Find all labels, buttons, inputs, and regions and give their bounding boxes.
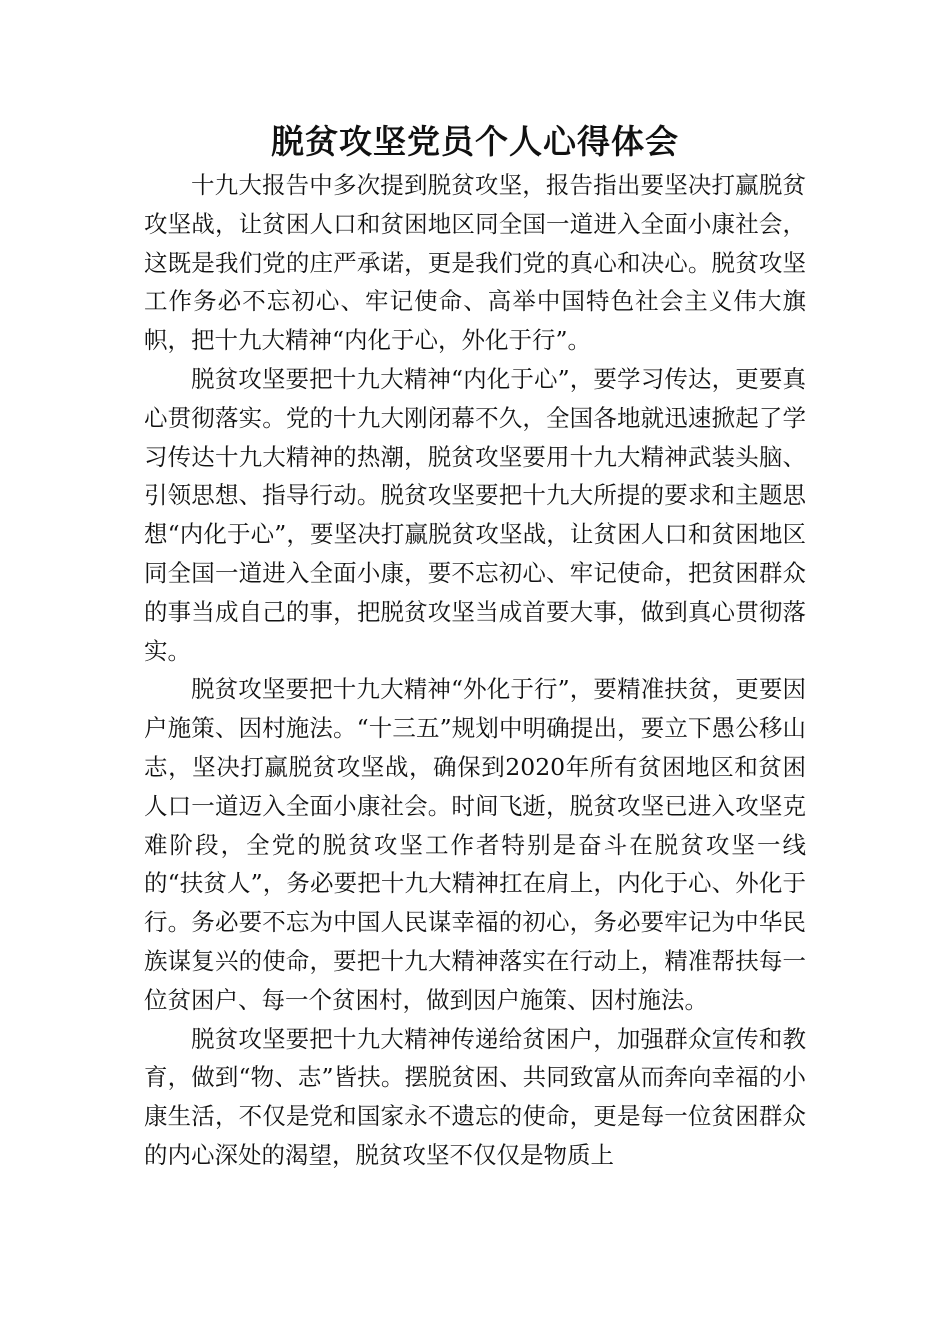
paragraph-2: 脱贫攻坚要把十九大精神“内化于心”，要学习传达，更要真心贯彻落实。党的十九大刚闭幕不久，全国各地就迅速掀起了学习传达十九大精神的热潮，脱贫攻坚要用十九大精神武装头脑、引领思想、指导行动。脱贫攻坚要把十九大所提的要求和主题思想“内化于心”，要坚决打赢脱贫攻坚战，让贫困人口和贫困地区同全国一道进入全面小康，要不忘初心、牢记使命，把贫困群众的事当成自己的事，把脱贫攻坚当成首要大事，做到真心贯彻落实。 (144, 364, 806, 665)
document-title: 脱贫攻坚党员个人心得体会 (271, 122, 679, 161)
paragraph-4: 脱贫攻坚要把十九大精神传递给贫困户，加强群众宣传和教育，做到“物、志”皆扶。摆脱贫困、共同致富从而奔向幸福的小康生活，不仅是党和国家永不遗忘的使命，更是每一位贫困群众的内心深处的渴望，脱贫攻坚不仅仅是物质上 (144, 1024, 806, 1169)
paragraph-3: 脱贫攻坚要把十九大精神“外化于行”，要精准扶贫，更要因户施策、因村施法。“十三五”规划中明确提出，要立下愚公移山志，坚决打赢脱贫攻坚战，确保到2020年所有贫困地区和贫困人口一道迈入全面小康社会。时间飞逝，脱贫攻坚已进入攻坚克难阶段，全党的脱贫攻坚工作者特别是奋斗在脱贫攻坚一线的“扶贫人”，务必要把十九大精神扛在肩上，内化于心、外化于行。务必要不忘为中国人民谋幸福的初心，务必要牢记为中华民族谋复兴的使命，要把十九大精神落实在行动上，精准帮扶每一位贫困户、每一个贫困村，做到因户施策、因村施法。 (144, 675, 806, 1014)
paragraph-1: 十九大报告中多次提到脱贫攻坚，报告指出要坚决打赢脱贫攻坚战，让贫困人口和贫困地区同全国一道进入全面小康社会，这既是我们党的庄严承诺，更是我们党的真心和决心。脱贫攻坚工作务必不忘初心、牢记使命、高举中国特色社会主义伟大旗帜，把十九大精神“内化于心，外化于行”。 (144, 171, 806, 355)
document-body (144, 166, 806, 1175)
